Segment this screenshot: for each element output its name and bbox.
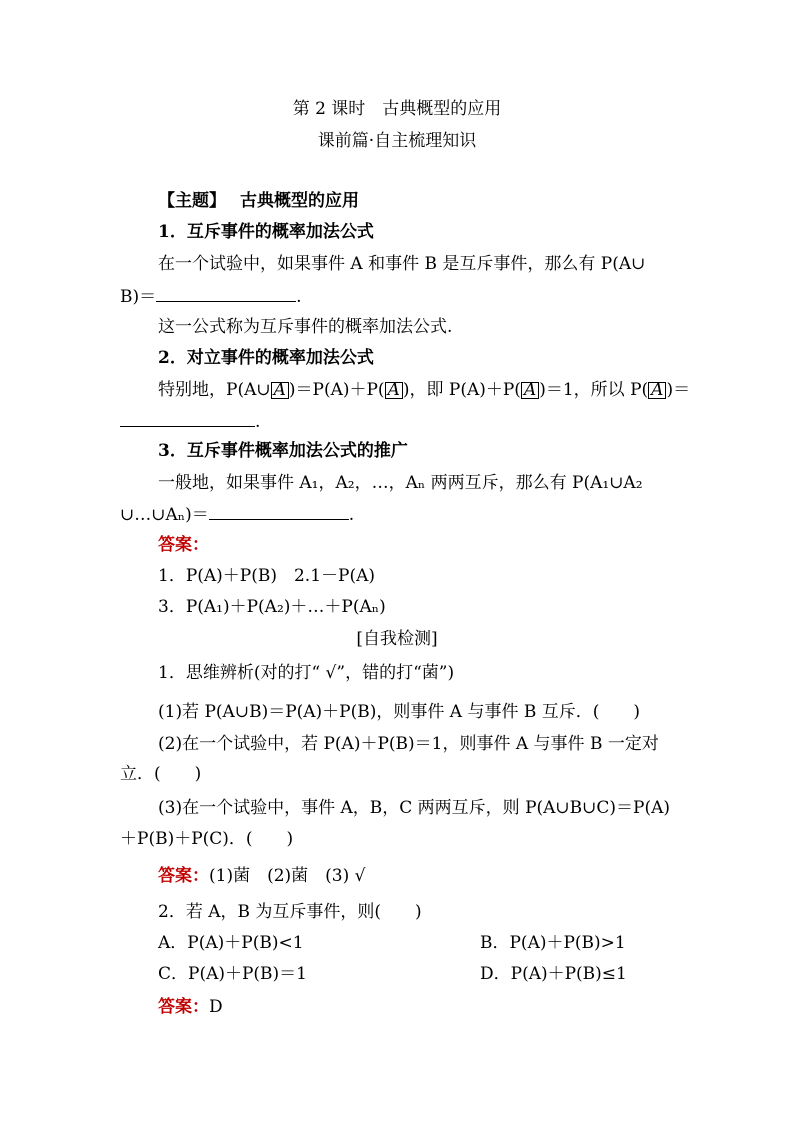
topic-name: 古典概型的应用 [240,191,359,211]
answer-1-line2: 3．P(A₁)＋P(A₂)＋…＋P(Aₙ) [158,597,386,617]
q2-option-b: B．P(A)＋P(B)>1 [480,933,626,953]
section-1-line2 [120,285,302,308]
section-3-line2-start: ∪…∪Aₙ)＝ [120,505,209,525]
fill-blank-2 [120,410,255,427]
section-1-line1: 在一个试验中，如果事件 A 和事件 B 是互斥事件，那么有 P(A∪ [158,254,646,274]
page-title: 第 2 课时 古典概型的应用 [292,99,502,119]
fill-blank-1 [156,285,296,302]
section-1-line2-start: B)＝ [120,287,157,307]
topic-bracket: 【主题】 [158,191,226,211]
section-2-line2 [120,410,260,433]
section-1-heading: 1．互斥事件的概率加法公式 [158,222,374,242]
s2-part-a: 特别地，P(A∪ [158,380,271,400]
section-2-heading: 2．对立事件的概率加法公式 [158,348,374,368]
s2-part-c: )，即 P(A)＋P( [402,380,521,400]
answer-q2 [158,996,223,1018]
section-1-line2-end: . [296,287,302,307]
answer-q1 [158,865,365,887]
q1-item-2a: (2)在一个试验中，若 P(A)＋P(B)＝1，则事件 A 与事件 B 一定对 [158,734,659,754]
page-subtitle: 课前篇·自主梳理知识 [317,131,477,151]
section-3-line2 [120,503,354,526]
section-1-line3: 这一公式称为互斥事件的概率加法公式. [158,317,453,337]
section-2-line2-end: . [255,412,261,432]
section-2-line1 [158,379,690,401]
complement-a-3: A [521,382,539,399]
complement-a-2: A [385,382,403,399]
answer-label-q1: 答案： [158,866,209,886]
q2-stem: 2．若 A，B 为互斥事件，则( ) [158,902,422,922]
q1-item-3b: ＋P(B)＋P(C)．( ) [120,829,294,849]
q2-option-a: A．P(A)＋P(B)<1 [158,933,304,953]
s2-part-b: )＝P(A)＋P( [288,380,385,400]
fill-blank-3 [209,503,349,520]
complement-a-4: A [648,382,666,399]
s2-part-d: )＝1，所以 P( [539,380,649,400]
self-check-title: [自我检测] [356,629,438,649]
section-3-line1: 一般地，如果事件 A₁，A₂，…，Aₙ 两两互斥，那么有 P(A₁∪A₂ [158,473,643,493]
q1-item-3a: (3)在一个试验中，事件 A，B，C 两两互斥，则 P(A∪B∪C)＝P(A) [158,798,671,818]
answer-label-q2: 答案： [158,997,209,1017]
answer-q2-text: D [209,997,223,1017]
section-3-heading: 3．互斥事件概率加法公式的推广 [158,441,408,461]
q2-option-d: D．P(A)＋P(B)≤1 [480,964,627,984]
q1-item-1: (1)若 P(A∪B)＝P(A)＋P(B)，则事件 A 与事件 B 互斥．( ) [158,702,641,722]
complement-a-1: A [271,382,289,399]
topic-heading [158,190,359,212]
q1-item-2b: 立．( ) [120,764,202,784]
s2-part-e: )＝ [666,380,691,400]
answer-1-line1: 1．P(A)＋P(B) 2.1－P(A) [158,566,376,586]
q2-option-c: C．P(A)＋P(B)＝1 [158,964,307,984]
answer-q1-text: (1)菌 (2)菌 (3) √ [209,866,366,886]
answer-label-1: 答案： [158,535,209,555]
q1-intro: 1．思维辨析(对的打“ √”，错的打“菌”) [158,663,455,683]
section-3-line2-end: . [348,505,355,525]
